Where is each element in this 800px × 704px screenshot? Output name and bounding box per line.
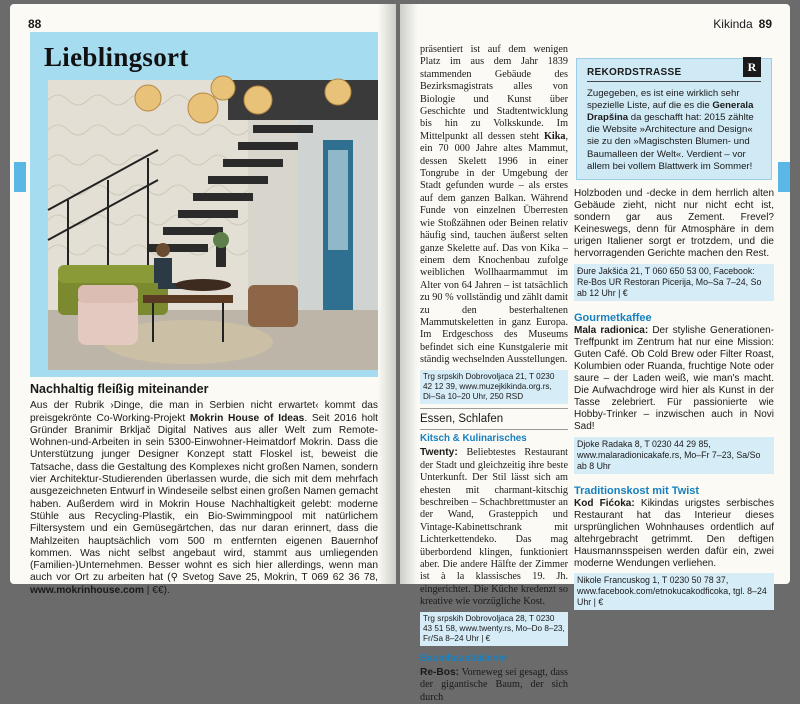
page-number-right: 89 (758, 17, 772, 31)
rekordstrasse-title: REKORDSTRASSE (587, 67, 761, 82)
museum-address: Trg srpskih Dobrovoljaca 21, T 0230 42 12 39, www.muzejkikinda.org.rs, Di–Sa 10–20 Uhr, 250 RSD (420, 370, 568, 404)
rekordstrasse-box (576, 58, 772, 180)
chapter-tab-left (14, 162, 26, 192)
twenty-text (420, 447, 568, 608)
section-rule-2 (420, 429, 568, 430)
mala-desc: Der stylishe Generationen-Treffpunkt im Zentrum hat nur eine Mission: Guten Café. Ob Cold Brew oder Filter Roast, Kolumbien oder Ruanda, fruchtige Note oder saure – der Laden weiß, wie man's macht. Die Aufwachdroge wird hier als Kunst in der Tasse zelebriert. Für passionierte wie Hobby-Trinker – inzwischen auch in Novi Sad! (574, 324, 774, 433)
kod-desc: Kikindas urigstes serbisches Restaurant hat das Interieur dieses ursprünglichen Wohnhauses ordentlich auf altehrgebracht getrimmt. Den deftigen Hausmannsspeisen werden dafür ein, zwei moderne Wendungen verliehen. (574, 497, 774, 570)
right-page (400, 4, 790, 703)
right-column-1 (420, 44, 568, 704)
right-gutter-shadow (400, 4, 418, 584)
lieblingsort-title: Lieblingsort (44, 42, 189, 72)
article-body-c: Svetog Save 25, Mokrin, T 069 62 36 78, (178, 572, 378, 584)
mala-name: Mala radionica: (574, 324, 649, 336)
map-pin-icon: ⚲ (170, 572, 179, 584)
twenty-desc: Beliebtestes Restaurant der Stadt und gleichzeitig ihre beste Unterkunft. Der Stil lässt sich am ehesten mit charmant-kitschig beschreiben – Schachbrettmuster an der Wand, Grasteppich und Vintage-Kabinettschrank mit Lichterkettendeko. Das mag überbordend klingen, funktioniert aber. Die andere Hälfte der Zimmer ist à la klassisches 19. Jh. eingerichtet. Die Küche kredenzt so kreative wie vorzügliche Kost. (420, 447, 568, 608)
mala-address: Djoke Radaka 8, T 0230 44 29 85, www.malaradionicakafe.rs, Mo–Fr 7–23, Sa/So ab 8 Uhr (574, 437, 774, 474)
twenty-name: Twenty: (420, 447, 458, 459)
mala-text (574, 325, 774, 434)
right-column-2 (574, 188, 774, 615)
rebos-address: Đure Jakšića 21, T 060 650 53 00, Facebook: Re-Bos UR Restoran Picerija, Mo–Sa 7–24, So ab 12 Uhr | € (574, 264, 774, 301)
article-body-b: . Seit 2016 holt Gründer Branimir Brkljač Digital Natives aus aller Welt zum Remote-Wohnen-und-Arbeiten in sein 5300-Einwohner-Heimatdorf Mokrin. Dass die Unterstützung junger Designer Konzept statt Floskel ist, beweist die Tatsache, dass die Gestaltung des Komplexes nicht großen Namen, sondern vier Architektur-Studierenden überlassen wurde, die sich mit dem mehrfach ausgezeichneten Entwurf in Windeseile selbst einen großen Namen gemacht haben. Außerdem wird in Mokrin House Nachhaltigkeit gelebt: moderne Stühle aus Recycling-Plastik, ein Bio-Swimmingpool mit natürlichem Filtersystem und ein Gemüsegärtchen, das nur daran erinnert, dass die Mahlzeiten hauptsächlich vom 500 m entfernten eigenen Bauernhof kommen. Was nicht selbst angebaut wird, stammt aus umliegenden (Familien-)Unternehmen. Besser wohnt es sich hier allerdings, wenn man auch vor Ort zu arbeiten hat ( (30, 412, 378, 584)
rebos-continued: Holzboden und -decke in dem herrlich alten Gebäude zieht, nicht nur nicht echt ist, sondern gar aus Zement. Frevel? Keineswegs, denn für Atmosphäre in dem urigen Italiener sorgt er trotzdem, und die hervorragenden Gerichte machen den Rest. (574, 188, 774, 260)
mokrin-house-name: Mokrin House of Ideas (189, 412, 305, 424)
article-heading: Nachhaltig fleißig miteinander (30, 382, 209, 396)
subheading-gourmet: Gourmetkaffee (574, 311, 652, 324)
article-body (30, 400, 378, 597)
rekord-text-a: Zugegeben, es ist eine wirklich sehr spezielle Liste, auf die es die (587, 88, 740, 112)
museum-text-a: präsentiert ist auf dem wenigen Platz im aus dem Jahr 1839 stammenden Gebäude des Bezirksmagistrats alles von Biologie und Kunst über Geschichte und Stadtentwicklung bis hin zu Volkskunde. Im Mittelpunkt all dessen steht (420, 44, 568, 142)
kod-address: Nikole Francuskog 1, T 0230 50 78 37, www.facebook.com/etnokucakodficoka, tgl. 8–24 Uhr | € (574, 573, 774, 610)
left-gutter-shadow (378, 4, 396, 584)
photo-illustration (48, 80, 378, 370)
chapter-tab-right (778, 162, 790, 192)
subheading-baumhaus: Baumhausitaliener (420, 652, 508, 664)
page-number-left: 88 (28, 17, 42, 31)
mokrin-house-website[interactable]: www.mokrinhouse.com (30, 584, 144, 596)
section-heading: Essen, Schlafen (420, 412, 504, 425)
rekord-text-b: da geschafft hat: 2015 zählte die Website »Architecture and Design« sie zu den »Magischsten Blumen- und Baumalleen der Welt«. Verdient – vor allem bei vollem Blattwerk im Sommer! (587, 112, 754, 172)
kika-name: Kika (543, 130, 566, 142)
museum-text (420, 44, 568, 367)
article-body-d: | €€). (143, 584, 170, 596)
article-body-a: Aus der Rubrik ›Dinge, die man in Serbien nicht erwartet‹ kommt das preisgekrönte Co-Working-Projekt (30, 400, 378, 424)
museum-text-b: , ein 70 000 Jahre altes Mammut, dessen Skelett 1996 in einer Tongrube in der Umgebung der Stadt gefunden wurde – als erstes auf dem ganzen Balkan. Während Funde von einzelnen Überresten wie Stoßzähnen oder Beinen relativ häufig sind, tauchen äußerst selten ganze Skelette auf. Das von Kika – einem dem Knochenbau zufolge weiblichen Wollhaarmammut im Alter von 64 Jahren – ist tatsächlich zu 90 % vollständig und zählt damit zu den besterhaltenen Mammutskeletten in ganz Europa. Im Erdgeschoss des Museums befindet sich eine Kunstgalerie mit ständig wechselnden Ausstellungen. (420, 130, 568, 366)
rekordstrasse-text (587, 88, 761, 173)
subheading-kitsch: Kitsch & Kulinarisches (420, 432, 527, 444)
place-name: Kikinda (713, 17, 753, 31)
twenty-address: Trg srpskih Dobrovoljaca 28, T 0230 43 51 58, www.twenty.rs, Mo–Do 8–23, Fr/Sa 8–24 Uhr | € (420, 612, 568, 646)
rebos-name: Re-Bos: (420, 667, 460, 679)
kod-text (574, 498, 774, 571)
coworking-interior-photo (48, 80, 378, 370)
street-name: Generala Drapšina (587, 100, 754, 124)
rebos-desc: Vorneweg sei gesagt, dass der gigantische Baum, der sich durch (420, 667, 568, 703)
rebos-text (420, 667, 568, 704)
kod-name: Kod Fićoka: (574, 497, 635, 509)
r-badge-icon: R (743, 57, 761, 77)
page-header-right (713, 17, 772, 31)
left-article (30, 383, 378, 597)
subheading-tradition: Traditionskost mit Twist (574, 484, 700, 497)
